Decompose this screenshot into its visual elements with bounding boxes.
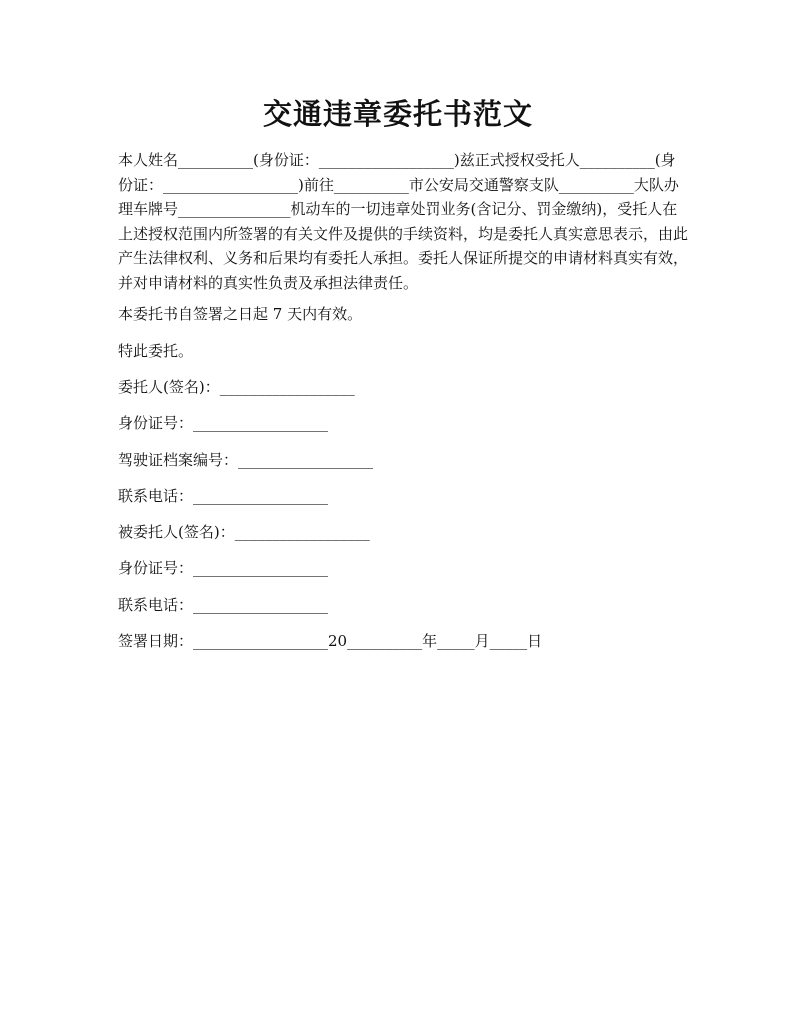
authorization-paragraph: 本人姓名__________(身份证：__________________)兹正式授权受托人__________(身份证：__________________)前往__________市公安局交通警察支队__________大队办理车牌号_______________机动车的一切违章处罚业务(含记分、罚金缴纳)，受托人在上述授权范围内所签署的有关文件及提供的手续资料，均是委托人真实意思表示，由此产生法律权利、义务和后果均有委托人承担。委托人保证所提交的申请材料真实有效，并对申请材料的真实性负责及承担法律责任。 xyxy=(118,151,689,292)
closing-statement: 特此委托。 xyxy=(118,342,194,360)
client-signature-field: 委托人(签名)：__________________ xyxy=(118,378,355,396)
validity-statement: 本委托书自签署之日起 7 天内有效。 xyxy=(118,305,363,323)
document-title: 交通违章委托书范文 xyxy=(262,97,533,131)
agent-phone-field: 联系电话：__________________ xyxy=(118,596,329,614)
signing-date-field: 签署日期：__________________20__________年_____月_____日 xyxy=(118,632,543,650)
agent-id-field: 身份证号：__________________ xyxy=(118,559,329,577)
agent-signature-field: 被委托人(签名)：__________________ xyxy=(118,523,370,541)
license-number-field: 驾驶证档案编号：__________________ xyxy=(118,451,374,469)
client-id-field: 身份证号：__________________ xyxy=(118,414,329,432)
client-phone-field: 联系电话：__________________ xyxy=(118,487,329,505)
